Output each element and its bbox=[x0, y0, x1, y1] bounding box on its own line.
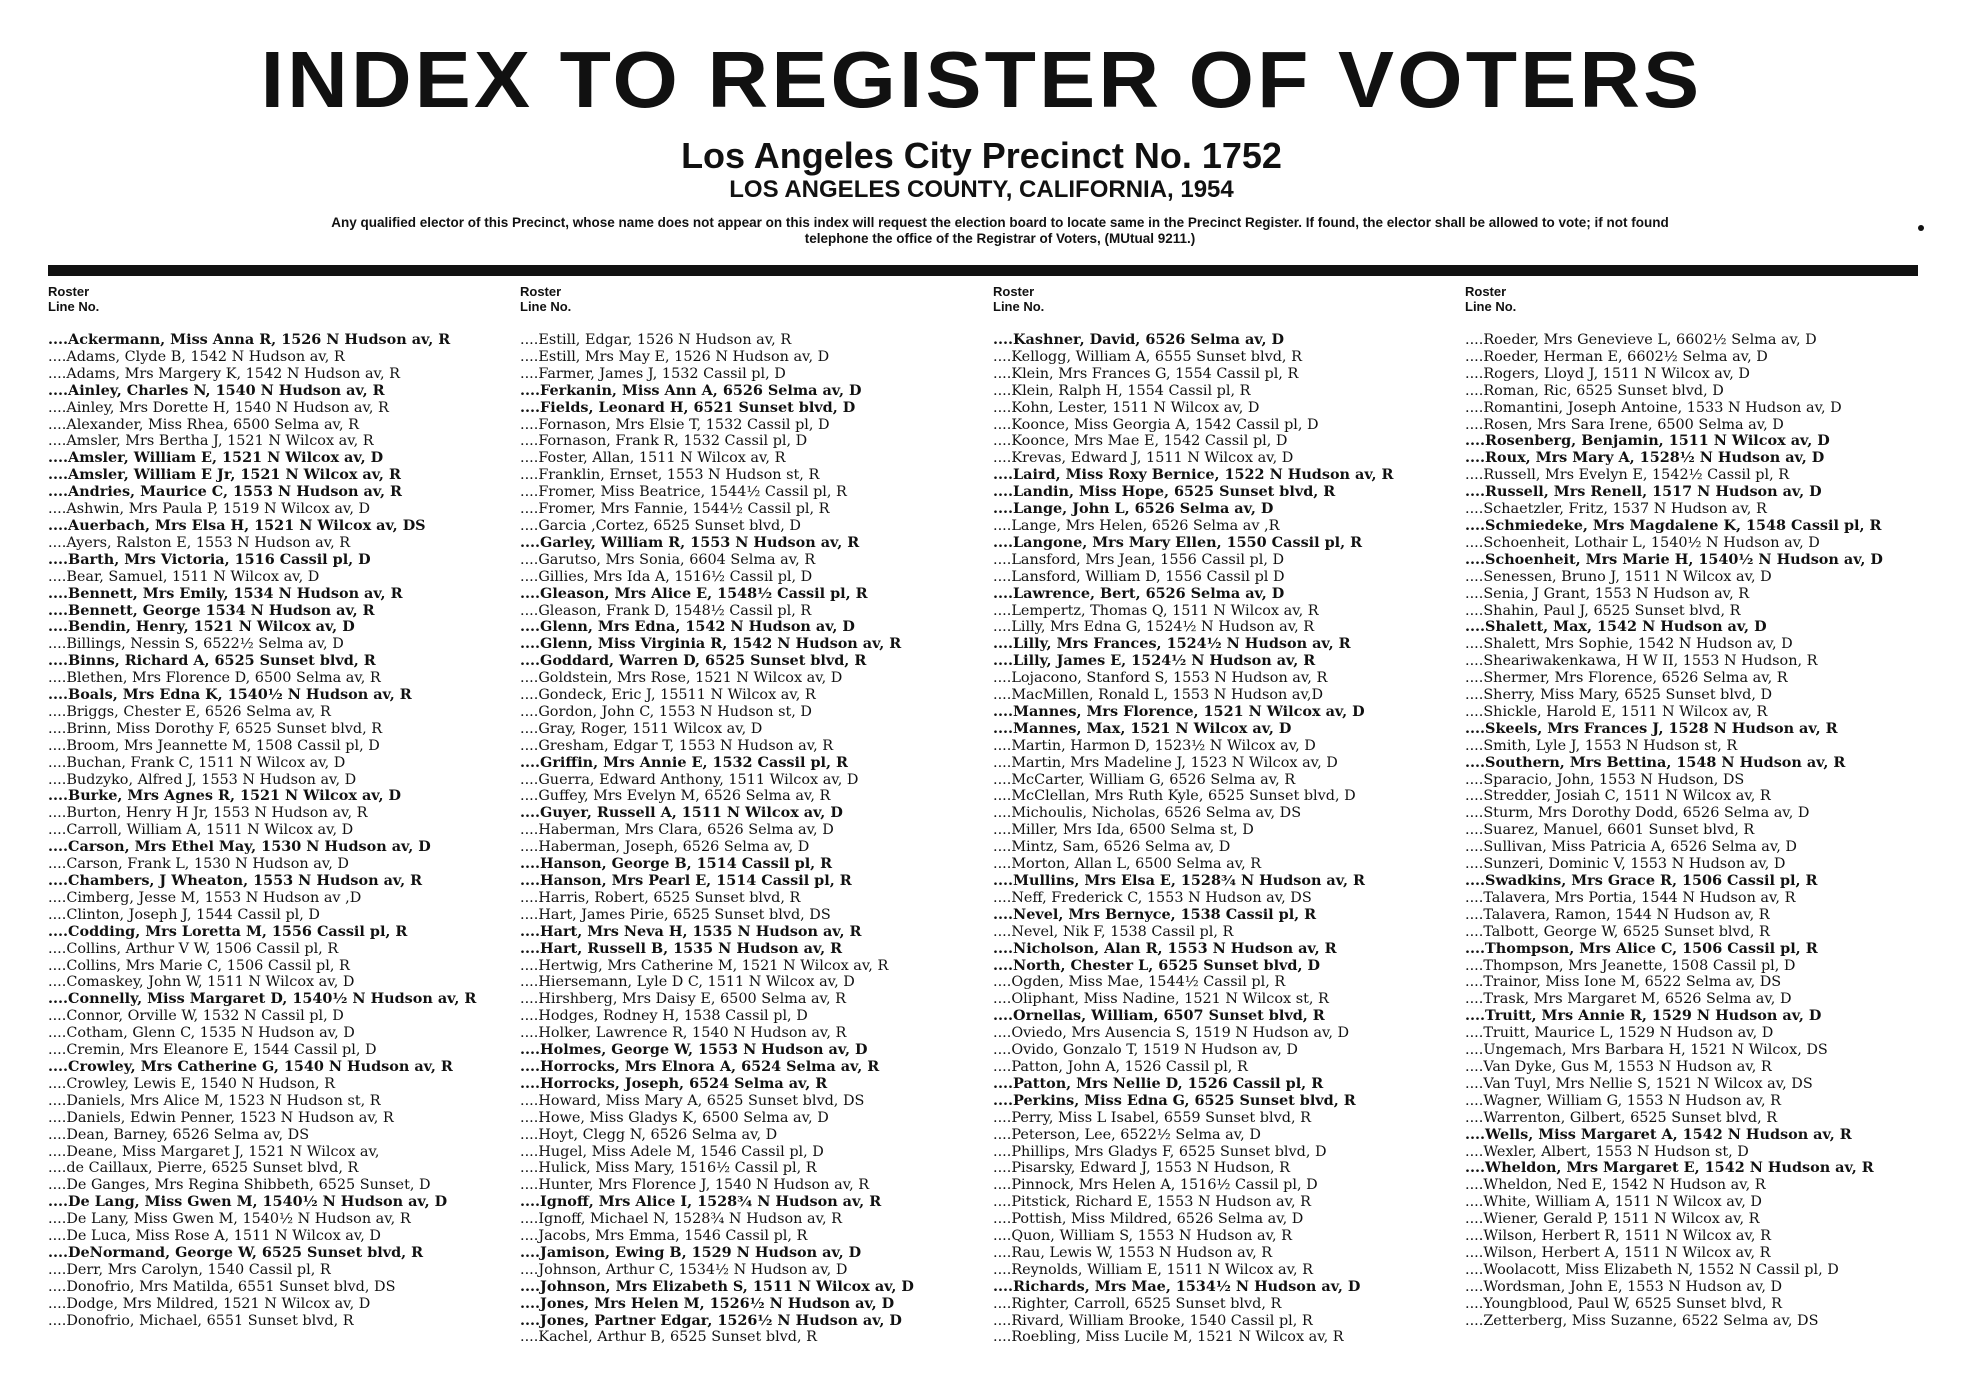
voter-entry: .... Hodges, Rodney H, 1538 Cassil pl, D bbox=[520, 1008, 914, 1025]
voter-entry: .... Adams, Clyde B, 1542 N Hudson av, R bbox=[48, 349, 476, 366]
voter-entry: .... Wilson, Herbert A, 1511 N Wilcox av, R bbox=[1465, 1245, 1883, 1262]
voter-entry: .... Codding, Mrs Loretta M, 1556 Cassil pl, R bbox=[48, 924, 476, 941]
voter-entry: .... Goldstein, Mrs Rose, 1521 N Wilcox av, D bbox=[520, 670, 914, 687]
voter-entry: .... Southern, Mrs Bettina, 1548 N Hudson av, R bbox=[1465, 755, 1883, 772]
voter-entry: .... Johnson, Arthur C, 1534½ N Hudson av, D bbox=[520, 1262, 914, 1279]
voter-entry: .... Morton, Allan L, 6500 Selma av, R bbox=[993, 856, 1394, 873]
voter-entry: .... Adams, Mrs Margery K, 1542 N Hudson av, R bbox=[48, 366, 476, 383]
voter-entry: .... White, William A, 1511 N Wilcox av, D bbox=[1465, 1194, 1883, 1211]
column-heading: Roster Line No. bbox=[993, 284, 1045, 314]
voter-entry: .... Hugel, Miss Adele M, 1546 Cassil pl, D bbox=[520, 1144, 914, 1161]
voter-entry: .... Smith, Lyle J, 1553 N Hudson st, R bbox=[1465, 738, 1883, 755]
voter-entry: .... Bendin, Henry, 1521 N Wilcox av, D bbox=[48, 619, 476, 636]
voter-entry: .... Haberman, Joseph, 6526 Selma av, D bbox=[520, 839, 914, 856]
voter-entry: .... Miller, Mrs Ida, 6500 Selma st, D bbox=[993, 822, 1394, 839]
voter-entry: .... Hart, Russell B, 1535 N Hudson av, R bbox=[520, 941, 914, 958]
voter-entry: .... Wilson, Herbert R, 1511 N Wilcox av, R bbox=[1465, 1228, 1883, 1245]
voter-entry: .... Gondeck, Eric J, 15511 N Wilcox av, R bbox=[520, 687, 914, 704]
voter-entry: .... Buchan, Frank C, 1511 N Wilcox av, D bbox=[48, 755, 476, 772]
roster-column-1 bbox=[48, 284, 476, 1329]
voter-entry: .... Gillies, Mrs Ida A, 1516½ Cassil pl, D bbox=[520, 569, 914, 586]
voter-entry: .... Dean, Barney, 6526 Selma av, DS bbox=[48, 1127, 476, 1144]
voter-entry: .... Righter, Carroll, 6525 Sunset blvd, R bbox=[993, 1296, 1394, 1313]
voter-entry: .... Lansford, William D, 1556 Cassil pl D bbox=[993, 569, 1394, 586]
voter-entry: .... Hertwig, Mrs Catherine M, 1521 N Wilcox av, R bbox=[520, 958, 914, 975]
voter-entry: .... Jones, Mrs Helen M, 1526½ N Hudson av, D bbox=[520, 1296, 914, 1313]
voter-entry: .... Guerra, Edward Anthony, 1511 Wilcox av, D bbox=[520, 772, 914, 789]
voter-entry: .... Bennett, Mrs Emily, 1534 N Hudson av, R bbox=[48, 586, 476, 603]
voter-entry: .... Zetterberg, Miss Suzanne, 6522 Selma av, DS bbox=[1465, 1313, 1883, 1330]
voter-entry: .... Howe, Miss Gladys K, 6500 Selma av, D bbox=[520, 1110, 914, 1127]
voter-entry: .... Roeder, Mrs Genevieve L, 6602½ Selma av, D bbox=[1465, 332, 1883, 349]
voter-entry: .... Mannes, Max, 1521 N Wilcox av, D bbox=[993, 721, 1394, 738]
voter-entry: .... Rogers, Lloyd J, 1511 N Wilcox av, D bbox=[1465, 366, 1883, 383]
roster-column-4 bbox=[1465, 284, 1883, 1329]
voter-entry: .... Lange, John L, 6526 Selma av, D bbox=[993, 501, 1394, 518]
page-title: INDEX TO REGISTER OF VOTERS bbox=[260, 35, 1703, 124]
voter-entry: .... Wheldon, Mrs Margaret E, 1542 N Hudson av, R bbox=[1465, 1160, 1883, 1177]
voter-entry: .... Broom, Mrs Jeannette M, 1508 Cassil pl, D bbox=[48, 738, 476, 755]
voter-list bbox=[993, 332, 1394, 1346]
voter-entry: .... Ackermann, Miss Anna R, 1526 N Hudson av, R bbox=[48, 332, 476, 349]
voter-entry: .... Roebling, Miss Lucile M, 1521 N Wilcox av, R bbox=[993, 1329, 1394, 1346]
voter-entry: .... Burton, Henry H Jr, 1553 N Hudson av, R bbox=[48, 805, 476, 822]
voter-entry: .... Goddard, Warren D, 6525 Sunset blvd, R bbox=[520, 653, 914, 670]
voter-entry: .... Estill, Edgar, 1526 N Hudson av, R bbox=[520, 332, 914, 349]
voter-entry: .... Rivard, William Brooke, 1540 Cassil pl, R bbox=[993, 1313, 1394, 1330]
voter-entry: .... Gordon, John C, 1553 N Hudson st, D bbox=[520, 704, 914, 721]
voter-entry: .... Garley, William R, 1553 N Hudson av, R bbox=[520, 535, 914, 552]
voter-entry: .... Truitt, Mrs Annie R, 1529 N Hudson av, D bbox=[1465, 1008, 1883, 1025]
voter-entry: .... Foster, Allan, 1511 N Wilcox av, R bbox=[520, 450, 914, 467]
voter-entry: .... Amsler, William E, 1521 N Wilcox av, D bbox=[48, 450, 476, 467]
voter-entry: .... Patton, Mrs Nellie D, 1526 Cassil pl, R bbox=[993, 1076, 1394, 1093]
voter-entry: .... Kohn, Lester, 1511 N Wilcox av, D bbox=[993, 400, 1394, 417]
voter-entry: .... Shermer, Mrs Florence, 6526 Selma av, R bbox=[1465, 670, 1883, 687]
voter-entry: .... Hirshberg, Mrs Daisy E, 6500 Selma av, R bbox=[520, 991, 914, 1008]
voter-entry: .... Fields, Leonard H, 6521 Sunset blvd, D bbox=[520, 400, 914, 417]
voter-entry: .... Glenn, Mrs Edna, 1542 N Hudson av, D bbox=[520, 619, 914, 636]
voter-entry: .... Binns, Richard A, 6525 Sunset blvd, R bbox=[48, 653, 476, 670]
voter-entry: .... Kashner, David, 6526 Selma av, D bbox=[993, 332, 1394, 349]
voter-entry: .... Hanson, George B, 1514 Cassil pl, R bbox=[520, 856, 914, 873]
voter-entry: .... Youngblood, Paul W, 6525 Sunset blvd, R bbox=[1465, 1296, 1883, 1313]
voter-entry: .... Sullivan, Miss Patricia A, 6526 Selma av, D bbox=[1465, 839, 1883, 856]
voter-entry: .... Peterson, Lee, 6522½ Selma av, D bbox=[993, 1127, 1394, 1144]
voter-entry: .... Koonce, Mrs Mae E, 1542 Cassil pl, D bbox=[993, 433, 1394, 450]
voter-entry: .... Kellogg, William A, 6555 Sunset blvd, R bbox=[993, 349, 1394, 366]
voter-entry: .... Crowley, Lewis E, 1540 N Hudson, R bbox=[48, 1076, 476, 1093]
voter-entry: .... Roux, Mrs Mary A, 1528½ N Hudson av, D bbox=[1465, 450, 1883, 467]
voter-entry: .... MacMillen, Ronald L, 1553 N Hudson av,D bbox=[993, 687, 1394, 704]
voter-entry: .... Garutso, Mrs Sonia, 6604 Selma av, R bbox=[520, 552, 914, 569]
column-heading: Roster Line No. bbox=[48, 284, 100, 314]
voter-entry: .... Ogden, Miss Mae, 1544½ Cassil pl, R bbox=[993, 974, 1394, 991]
voter-entry: .... Swadkins, Mrs Grace R, 1506 Cassil pl, R bbox=[1465, 873, 1883, 890]
voter-entry: .... De Ganges, Mrs Regina Shibbeth, 6525 Sunset, D bbox=[48, 1177, 476, 1194]
voter-entry: .... Jacobs, Mrs Emma, 1546 Cassil pl, R bbox=[520, 1228, 914, 1245]
roster-column-3 bbox=[993, 284, 1394, 1346]
voter-entry: .... Blethen, Mrs Florence D, 6500 Selma av, R bbox=[48, 670, 476, 687]
voter-entry: .... Schoenheit, Lothair L, 1540½ N Hudson av, D bbox=[1465, 535, 1883, 552]
voter-entry: .... Senia, J Grant, 1553 N Hudson av, R bbox=[1465, 586, 1883, 603]
voter-entry: .... Wells, Miss Margaret A, 1542 N Hudson av, R bbox=[1465, 1127, 1883, 1144]
voter-entry: .... Gresham, Edgar T, 1553 N Hudson av, R bbox=[520, 738, 914, 755]
voter-entry: .... Bennett, George 1534 N Hudson av, R bbox=[48, 603, 476, 620]
voter-entry: .... Lange, Mrs Helen, 6526 Selma av ,R bbox=[993, 518, 1394, 535]
voter-entry: .... Nevel, Mrs Bernyce, 1538 Cassil pl, R bbox=[993, 907, 1394, 924]
voter-entry: .... Phillips, Mrs Gladys F, 6525 Sunset blvd, D bbox=[993, 1144, 1394, 1161]
elector-notice: Any qualified elector of this Precinct, whose name does not appear on this index will request the election board to locate same in the Precinct Register. If found, the elector shall be allowed to vote; if not found telephone the office of the Registrar of Voters, (MUtual 9211.) bbox=[331, 215, 1669, 246]
header-rule bbox=[48, 265, 1918, 276]
voter-list bbox=[48, 332, 476, 1329]
voter-entry: .... Hanson, Mrs Pearl E, 1514 Cassil pl, R bbox=[520, 873, 914, 890]
voter-entry: .... Shalett, Max, 1542 N Hudson av, D bbox=[1465, 619, 1883, 636]
voter-entry: .... Nevel, Nik F, 1538 Cassil pl, R bbox=[993, 924, 1394, 941]
voter-entry: .... Alexander, Miss Rhea, 6500 Selma av, R bbox=[48, 417, 476, 434]
voter-entry: .... Langone, Mrs Mary Ellen, 1550 Cassil pl, R bbox=[993, 535, 1394, 552]
voter-entry: .... Amsler, William E Jr, 1521 N Wilcox av, R bbox=[48, 467, 476, 484]
voter-entry: .... Martin, Harmon D, 1523½ N Wilcox av, D bbox=[993, 738, 1394, 755]
voter-entry: .... Jamison, Ewing B, 1529 N Hudson av, D bbox=[520, 1245, 914, 1262]
voter-entry: .... Kachel, Arthur B, 6525 Sunset blvd, R bbox=[520, 1329, 914, 1346]
voter-entry: .... Daniels, Edwin Penner, 1523 N Hudson av, R bbox=[48, 1110, 476, 1127]
voter-entry: .... Hulick, Miss Mary, 1516½ Cassil pl, R bbox=[520, 1160, 914, 1177]
voter-entry: .... Hunter, Mrs Florence J, 1540 N Hudson av, R bbox=[520, 1177, 914, 1194]
voter-entry: .... Truitt, Maurice L, 1529 N Hudson av, D bbox=[1465, 1025, 1883, 1042]
voter-entry: .... Connor, Orville W, 1532 N Cassil pl, D bbox=[48, 1008, 476, 1025]
voter-entry: .... Sunzeri, Dominic V, 1553 N Hudson av, D bbox=[1465, 856, 1883, 873]
voter-entry: .... Boals, Mrs Edna K, 1540½ N Hudson av, R bbox=[48, 687, 476, 704]
voter-entry: .... Wheldon, Ned E, 1542 N Hudson av, R bbox=[1465, 1177, 1883, 1194]
voter-entry: .... Collins, Mrs Marie C, 1506 Cassil pl, R bbox=[48, 958, 476, 975]
voter-entry: .... Talavera, Ramon, 1544 N Hudson av, R bbox=[1465, 907, 1883, 924]
voter-entry: .... Schaetzler, Fritz, 1537 N Hudson av, R bbox=[1465, 501, 1883, 518]
voter-entry: .... Gleason, Mrs Alice E, 1548½ Cassil pl, R bbox=[520, 586, 914, 603]
voter-entry: .... Farmer, James J, 1532 Cassil pl, D bbox=[520, 366, 914, 383]
voter-entry: .... Oliphant, Miss Nadine, 1521 N Wilcox st, R bbox=[993, 991, 1394, 1008]
voter-entry: .... Laird, Miss Roxy Bernice, 1522 N Hudson av, R bbox=[993, 467, 1394, 484]
voter-entry: .... Russell, Mrs Renell, 1517 N Hudson av, D bbox=[1465, 484, 1883, 501]
voter-entry: .... Koonce, Miss Georgia A, 1542 Cassil pl, D bbox=[993, 417, 1394, 434]
voter-entry: .... Jones, Partner Edgar, 1526½ N Hudson av, D bbox=[520, 1313, 914, 1330]
voter-entry: .... Chambers, J Wheaton, 1553 N Hudson av, R bbox=[48, 873, 476, 890]
voter-entry: .... Schoenheit, Mrs Marie H, 1540½ N Hudson av, D bbox=[1465, 552, 1883, 569]
voter-entry: .... Deane, Miss Margaret J, 1521 N Wilcox av, bbox=[48, 1144, 476, 1161]
voter-entry: .... Donofrio, Michael, 6551 Sunset blvd, R bbox=[48, 1313, 476, 1330]
voter-entry: .... Ungemach, Mrs Barbara H, 1521 N Wilcox, DS bbox=[1465, 1042, 1883, 1059]
roster-column-2 bbox=[520, 284, 914, 1346]
voter-entry: .... McCarter, William G, 6526 Selma av, R bbox=[993, 772, 1394, 789]
voter-entry: .... Van Tuyl, Mrs Nellie S, 1521 N Wilcox av, DS bbox=[1465, 1076, 1883, 1093]
voter-entry: .... Hoyt, Clegg N, 6526 Selma av, D bbox=[520, 1127, 914, 1144]
voter-entry: .... Holmes, George W, 1553 N Hudson av, D bbox=[520, 1042, 914, 1059]
voter-entry: .... Lansford, Mrs Jean, 1556 Cassil pl, D bbox=[993, 552, 1394, 569]
voter-entry: .... Romantini, Joseph Antoine, 1533 N Hudson av, D bbox=[1465, 400, 1883, 417]
voter-entry: .... Wordsman, John E, 1553 N Hudson av, D bbox=[1465, 1279, 1883, 1296]
voter-entry: .... Ovido, Gonzalo T, 1519 N Hudson av, D bbox=[993, 1042, 1394, 1059]
voter-entry: .... Connelly, Miss Margaret D, 1540½ N Hudson av, R bbox=[48, 991, 476, 1008]
precinct-subtitle: Los Angeles City Precinct No. 1752 bbox=[681, 135, 1282, 176]
voter-entry: .... Briggs, Chester E, 6526 Selma av, R bbox=[48, 704, 476, 721]
voter-entry: .... Krevas, Edward J, 1511 N Wilcox av, D bbox=[993, 450, 1394, 467]
voter-entry: .... Roman, Ric, 6525 Sunset blvd, D bbox=[1465, 383, 1883, 400]
voter-entry: .... Pisarsky, Edward J, 1553 N Hudson, R bbox=[993, 1160, 1394, 1177]
voter-entry: .... Cotham, Glenn C, 1535 N Hudson av, D bbox=[48, 1025, 476, 1042]
voter-entry: .... Barth, Mrs Victoria, 1516 Cassil pl, D bbox=[48, 552, 476, 569]
voter-entry: .... Perkins, Miss Edna G, 6525 Sunset blvd, R bbox=[993, 1093, 1394, 1110]
voter-entry: .... Fornason, Frank R, 1532 Cassil pl, D bbox=[520, 433, 914, 450]
voter-entry: .... Lilly, James E, 1524½ N Hudson av, R bbox=[993, 653, 1394, 670]
voter-entry: .... Budzyko, Alfred J, 1553 N Hudson av, D bbox=[48, 772, 476, 789]
voter-entry: .... Nicholson, Alan R, 1553 N Hudson av, R bbox=[993, 941, 1394, 958]
voter-entry: .... Sherry, Miss Mary, 6525 Sunset blvd, D bbox=[1465, 687, 1883, 704]
voter-entry: .... De Luca, Miss Rose A, 1511 N Wilcox av, D bbox=[48, 1228, 476, 1245]
voter-entry: .... Billings, Nessin S, 6522½ Selma av, D bbox=[48, 636, 476, 653]
voter-entry: .... Skeels, Mrs Frances J, 1528 N Hudson av, R bbox=[1465, 721, 1883, 738]
voter-entry: .... Ashwin, Mrs Paula P, 1519 N Wilcox av, D bbox=[48, 501, 476, 518]
voter-list bbox=[1465, 332, 1883, 1329]
voter-entry: .... Quon, William S, 1553 N Hudson av, R bbox=[993, 1228, 1394, 1245]
voter-entry: .... Lempertz, Thomas Q, 1511 N Wilcox av, R bbox=[993, 603, 1394, 620]
voter-entry: .... DeNormand, George W, 6525 Sunset blvd, R bbox=[48, 1245, 476, 1262]
voter-entry: .... Fromer, Miss Beatrice, 1544½ Cassil pl, R bbox=[520, 484, 914, 501]
voter-entry: .... Shickle, Harold E, 1511 N Wilcox av, R bbox=[1465, 704, 1883, 721]
voter-entry: .... Trask, Mrs Margaret M, 6526 Selma av, D bbox=[1465, 991, 1883, 1008]
voter-entry: .... Lawrence, Bert, 6526 Selma av, D bbox=[993, 586, 1394, 603]
voter-entry: .... Wagner, William G, 1553 N Hudson av, R bbox=[1465, 1093, 1883, 1110]
voter-entry: .... Ainley, Mrs Dorette H, 1540 N Hudson av, R bbox=[48, 400, 476, 417]
voter-entry: .... Hart, Mrs Neva H, 1535 N Hudson av, R bbox=[520, 924, 914, 941]
voter-entry: .... Wexler, Albert, 1553 N Hudson st, D bbox=[1465, 1144, 1883, 1161]
voter-entry: .... Thompson, Mrs Jeanette, 1508 Cassil pl, D bbox=[1465, 958, 1883, 975]
voter-entry: .... Bear, Samuel, 1511 N Wilcox av, D bbox=[48, 569, 476, 586]
voter-entry: .... Martin, Mrs Madeline J, 1523 N Wilcox av, D bbox=[993, 755, 1394, 772]
voter-entry: .... Sparacio, John, 1553 N Hudson, DS bbox=[1465, 772, 1883, 789]
voter-entry: .... Rosenberg, Benjamin, 1511 N Wilcox av, D bbox=[1465, 433, 1883, 450]
voter-entry: .... Clinton, Joseph J, 1544 Cassil pl, D bbox=[48, 907, 476, 924]
voter-entry: .... Collins, Arthur V W, 1506 Cassil pl, R bbox=[48, 941, 476, 958]
voter-entry: .... Carson, Mrs Ethel May, 1530 N Hudson av, D bbox=[48, 839, 476, 856]
voter-entry: .... Pottish, Miss Mildred, 6526 Selma av, D bbox=[993, 1211, 1394, 1228]
voter-entry: .... Haberman, Mrs Clara, 6526 Selma av, D bbox=[520, 822, 914, 839]
column-heading: Roster Line No. bbox=[1465, 284, 1517, 314]
voter-entry: .... Klein, Ralph H, 1554 Cassil pl, R bbox=[993, 383, 1394, 400]
voter-entry: .... Rosen, Mrs Sara Irene, 6500 Selma av, D bbox=[1465, 417, 1883, 434]
voter-entry: .... Trainor, Miss Ione M, 6522 Selma av, DS bbox=[1465, 974, 1883, 991]
voter-entry: .... de Caillaux, Pierre, 6525 Sunset blvd, R bbox=[48, 1160, 476, 1177]
voter-entry: .... Guffey, Mrs Evelyn M, 6526 Selma av, R bbox=[520, 788, 914, 805]
voter-entry: .... Russell, Mrs Evelyn E, 1542½ Cassil pl, R bbox=[1465, 467, 1883, 484]
voter-entry: .... Rau, Lewis W, 1553 N Hudson av, R bbox=[993, 1245, 1394, 1262]
voter-entry: .... Sheariwakenkawa, H W II, 1553 N Hudson, R bbox=[1465, 653, 1883, 670]
voter-entry: .... Sturm, Mrs Dorothy Dodd, 6526 Selma av, D bbox=[1465, 805, 1883, 822]
bullet-mark bbox=[1918, 225, 1924, 231]
voter-entry: .... Roeder, Herman E, 6602½ Selma av, D bbox=[1465, 349, 1883, 366]
voter-entry: .... Horrocks, Mrs Elnora A, 6524 Selma av, R bbox=[520, 1059, 914, 1076]
column-heading: Roster Line No. bbox=[520, 284, 572, 314]
voter-entry: .... Dodge, Mrs Mildred, 1521 N Wilcox av, D bbox=[48, 1296, 476, 1313]
voter-entry: .... Landin, Miss Hope, 6525 Sunset blvd, R bbox=[993, 484, 1394, 501]
voter-entry: .... Talavera, Mrs Portia, 1544 N Hudson av, R bbox=[1465, 890, 1883, 907]
voter-entry: .... Shahin, Paul J, 6525 Sunset blvd, R bbox=[1465, 603, 1883, 620]
voter-entry: .... Franklin, Ernset, 1553 N Hudson st, R bbox=[520, 467, 914, 484]
voter-entry: .... Gray, Roger, 1511 Wilcox av, D bbox=[520, 721, 914, 738]
voter-entry: .... De Lany, Miss Gwen M, 1540½ N Hudson av, R bbox=[48, 1211, 476, 1228]
voter-entry: .... Comaskey, John W, 1511 N Wilcox av, D bbox=[48, 974, 476, 991]
voter-entry: .... Stredder, Josiah C, 1511 N Wilcox av, R bbox=[1465, 788, 1883, 805]
voter-entry: .... Harris, Robert, 6525 Sunset blvd, R bbox=[520, 890, 914, 907]
voter-entry: .... Mannes, Mrs Florence, 1521 N Wilcox av, D bbox=[993, 704, 1394, 721]
voter-entry: .... Johnson, Mrs Elizabeth S, 1511 N Wilcox av, D bbox=[520, 1279, 914, 1296]
voter-entry: .... Reynolds, William E, 1511 N Wilcox av, R bbox=[993, 1262, 1394, 1279]
voter-entry: .... Holker, Lawrence R, 1540 N Hudson av, R bbox=[520, 1025, 914, 1042]
voter-entry: .... Griffin, Mrs Annie E, 1532 Cassil pl, R bbox=[520, 755, 914, 772]
voter-entry: .... Mullins, Mrs Elsa E, 1528¾ N Hudson av, R bbox=[993, 873, 1394, 890]
voter-entry: .... De Lang, Miss Gwen M, 1540½ N Hudson av, D bbox=[48, 1194, 476, 1211]
voter-entry: .... Hiersemann, Lyle D C, 1511 N Wilcox av, D bbox=[520, 974, 914, 991]
voter-entry: .... McClellan, Mrs Ruth Kyle, 6525 Sunset blvd, D bbox=[993, 788, 1394, 805]
voter-entry: .... Ignoff, Michael N, 1528¾ N Hudson av, R bbox=[520, 1211, 914, 1228]
voter-list bbox=[520, 332, 914, 1346]
voter-entry: .... Hart, James Pirie, 6525 Sunset blvd, DS bbox=[520, 907, 914, 924]
voter-entry: .... Cimberg, Jesse M, 1553 N Hudson av ,D bbox=[48, 890, 476, 907]
voter-entry: .... Daniels, Mrs Alice M, 1523 N Hudson st, R bbox=[48, 1093, 476, 1110]
voter-entry: .... Senessen, Bruno J, 1511 N Wilcox av, D bbox=[1465, 569, 1883, 586]
voter-entry: .... Crowley, Mrs Catherine G, 1540 N Hudson av, R bbox=[48, 1059, 476, 1076]
voter-entry: .... Estill, Mrs May E, 1526 N Hudson av, D bbox=[520, 349, 914, 366]
voter-entry: .... Pinnock, Mrs Helen A, 1516½ Cassil pl, D bbox=[993, 1177, 1394, 1194]
voter-entry: .... Horrocks, Joseph, 6524 Selma av, R bbox=[520, 1076, 914, 1093]
voter-entry: .... Ayers, Ralston E, 1553 N Hudson av, R bbox=[48, 535, 476, 552]
voter-entry: .... Carroll, William A, 1511 N Wilcox av, D bbox=[48, 822, 476, 839]
voter-entry: .... Richards, Mrs Mae, 1534½ N Hudson av, D bbox=[993, 1279, 1394, 1296]
voter-entry: .... Ferkanin, Miss Ann A, 6526 Selma av, D bbox=[520, 383, 914, 400]
voter-entry: .... Michoulis, Nicholas, 6526 Selma av, DS bbox=[993, 805, 1394, 822]
county-line: LOS ANGELES COUNTY, CALIFORNIA, 1954 bbox=[729, 176, 1234, 203]
voter-entry: .... Pitstick, Richard E, 1553 N Hudson av, R bbox=[993, 1194, 1394, 1211]
voter-entry: .... Neff, Frederick C, 1553 N Hudson av, DS bbox=[993, 890, 1394, 907]
voter-entry: .... Warrenton, Gilbert, 6525 Sunset blvd, R bbox=[1465, 1110, 1883, 1127]
voter-entry: .... Woolacott, Miss Elizabeth N, 1552 N Cassil pl, D bbox=[1465, 1262, 1883, 1279]
voter-entry: .... Klein, Mrs Frances G, 1554 Cassil pl, R bbox=[993, 366, 1394, 383]
voter-entry: .... Perry, Miss L Isabel, 6559 Sunset blvd, R bbox=[993, 1110, 1394, 1127]
voter-entry: .... Suarez, Manuel, 6601 Sunset blvd, R bbox=[1465, 822, 1883, 839]
voter-entry: .... Glenn, Miss Virginia R, 1542 N Hudson av, R bbox=[520, 636, 914, 653]
voter-entry: .... Fornason, Mrs Elsie T, 1532 Cassil pl, D bbox=[520, 417, 914, 434]
voter-entry: .... Brinn, Miss Dorothy F, 6525 Sunset blvd, R bbox=[48, 721, 476, 738]
voter-entry: .... Oviedo, Mrs Ausencia S, 1519 N Hudson av, D bbox=[993, 1025, 1394, 1042]
voter-entry: .... Auerbach, Mrs Elsa H, 1521 N Wilcox av, DS bbox=[48, 518, 476, 535]
voter-entry: .... Gleason, Frank D, 1548½ Cassil pl, R bbox=[520, 603, 914, 620]
voter-entry: .... Wiener, Gerald P, 1511 N Wilcox av, R bbox=[1465, 1211, 1883, 1228]
voter-entry: .... Fromer, Mrs Fannie, 1544½ Cassil pl, R bbox=[520, 501, 914, 518]
voter-entry: .... Ignoff, Mrs Alice I, 1528¾ N Hudson av, R bbox=[520, 1194, 914, 1211]
voter-entry: .... Ornellas, William, 6507 Sunset blvd, R bbox=[993, 1008, 1394, 1025]
voter-entry: .... Patton, John A, 1526 Cassil pl, R bbox=[993, 1059, 1394, 1076]
voter-entry: .... Van Dyke, Gus M, 1553 N Hudson av, R bbox=[1465, 1059, 1883, 1076]
voter-entry: .... Derr, Mrs Carolyn, 1540 Cassil pl, R bbox=[48, 1262, 476, 1279]
voter-entry: .... Carson, Frank L, 1530 N Hudson av, D bbox=[48, 856, 476, 873]
voter-entry: .... Guyer, Russell A, 1511 N Wilcox av, D bbox=[520, 805, 914, 822]
voter-entry: .... Lilly, Mrs Frances, 1524½ N Hudson av, R bbox=[993, 636, 1394, 653]
voter-entry: .... Garcia ,Cortez, 6525 Sunset blvd, D bbox=[520, 518, 914, 535]
voter-entry: .... Lilly, Mrs Edna G, 1524½ N Hudson av, R bbox=[993, 619, 1394, 636]
voter-entry: .... Talbott, George W, 6525 Sunset blvd, R bbox=[1465, 924, 1883, 941]
voter-entry: .... Lojacono, Stanford S, 1553 N Hudson av, R bbox=[993, 670, 1394, 687]
voter-entry: .... Thompson, Mrs Alice C, 1506 Cassil pl, R bbox=[1465, 941, 1883, 958]
voter-entry: .... Schmiedeke, Mrs Magdalene K, 1548 Cassil pl, R bbox=[1465, 518, 1883, 535]
voter-entry: .... Howard, Miss Mary A, 6525 Sunset blvd, DS bbox=[520, 1093, 914, 1110]
voter-entry: .... Ainley, Charles N, 1540 N Hudson av, R bbox=[48, 383, 476, 400]
voter-entry: .... Andries, Maurice C, 1553 N Hudson av, R bbox=[48, 484, 476, 501]
voter-entry: .... Shalett, Mrs Sophie, 1542 N Hudson av, D bbox=[1465, 636, 1883, 653]
voter-entry: .... North, Chester L, 6525 Sunset blvd, D bbox=[993, 958, 1394, 975]
voter-entry: .... Cremin, Mrs Eleanore E, 1544 Cassil pl, D bbox=[48, 1042, 476, 1059]
voter-entry: .... Donofrio, Mrs Matilda, 6551 Sunset blvd, DS bbox=[48, 1279, 476, 1296]
voter-entry: .... Burke, Mrs Agnes R, 1521 N Wilcox av, D bbox=[48, 788, 476, 805]
voter-entry: .... Amsler, Mrs Bertha J, 1521 N Wilcox av, R bbox=[48, 433, 476, 450]
voter-entry: .... Mintz, Sam, 6526 Selma av, D bbox=[993, 839, 1394, 856]
